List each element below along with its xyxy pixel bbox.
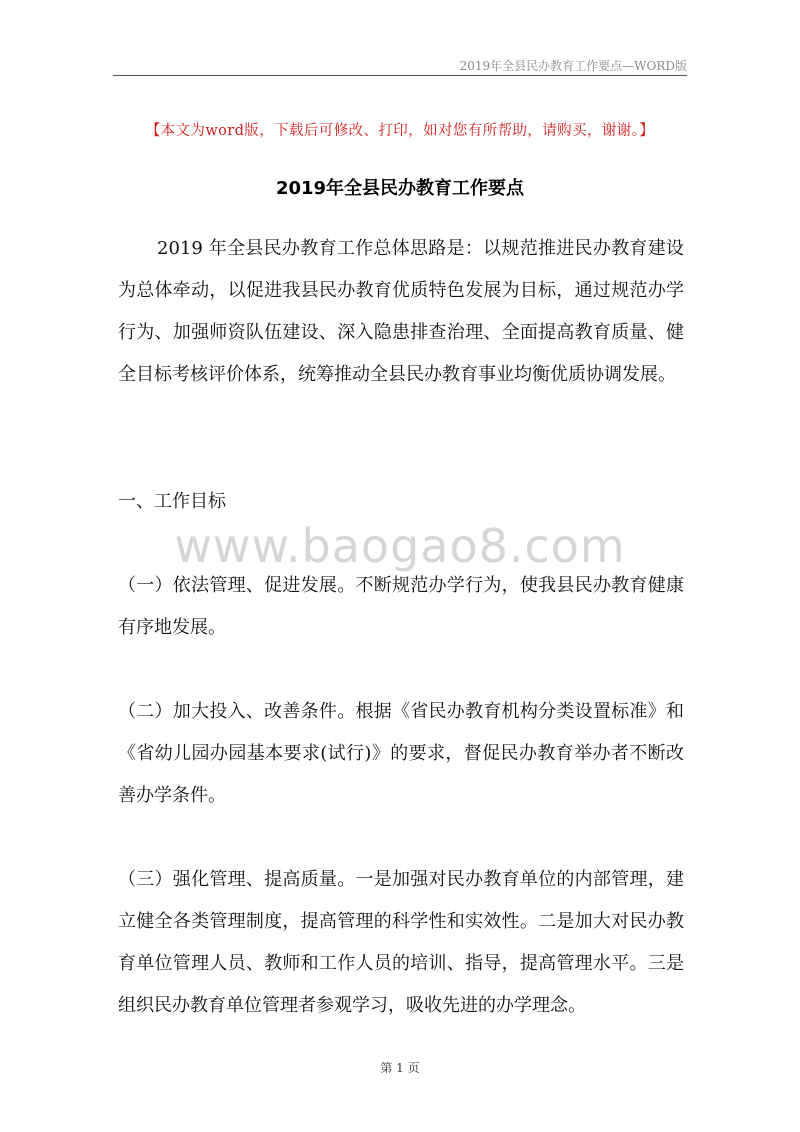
page-number: 第 1 页 — [380, 1061, 420, 1075]
goal-item-1: （一）依法管理、促进发展。不断规范办学行为，使我县民办教育健康有序地发展。 — [118, 575, 684, 638]
running-header: 2019年全县民办教育工作要点—WORD版 — [459, 59, 687, 73]
header-divider — [113, 75, 687, 76]
site-watermark: www.baogao8.com — [174, 519, 626, 573]
goal-item-2: （二）加大投入、改善条件。根据《省民办教育机构分类设置标准》和《省幼儿园办园基本要求(试行)》的要求，督促民办教育举办者不断改善办学条件。 — [118, 701, 684, 806]
document-title: 2019年全县民办教育工作要点 — [275, 178, 525, 199]
goal-item-3: （三）强化管理、提高质量。一是加强对民办教育单位的内部管理，建立健全各类管理制度，提高管理的科学性和实效性。二是加大对民办教育单位管理人员、教师和工作人员的培训、指导，提高管理水平。三是组织民办教育单位管理者参观学习，吸收先进的办学理念。 — [118, 869, 684, 1016]
purchase-notice: 【本文为word版，下载后可修改、打印，如对您有所帮助，请购买，谢谢。】 — [145, 123, 655, 139]
intro-paragraph: 2019 年全县民办教育工作总体思路是：以规范推进民办教育建设为总体牵动，以促进我县民办教育优质特色发展为目标，通过规范办学行为、加强师资队伍建设、深入隐患排查治理、全面提高教育质量、健全目标考核评价体系，统筹推动全县民办教育事业均衡优质协调发展。 — [118, 238, 684, 385]
section-heading-goals: 一、工作目标 — [118, 491, 226, 512]
